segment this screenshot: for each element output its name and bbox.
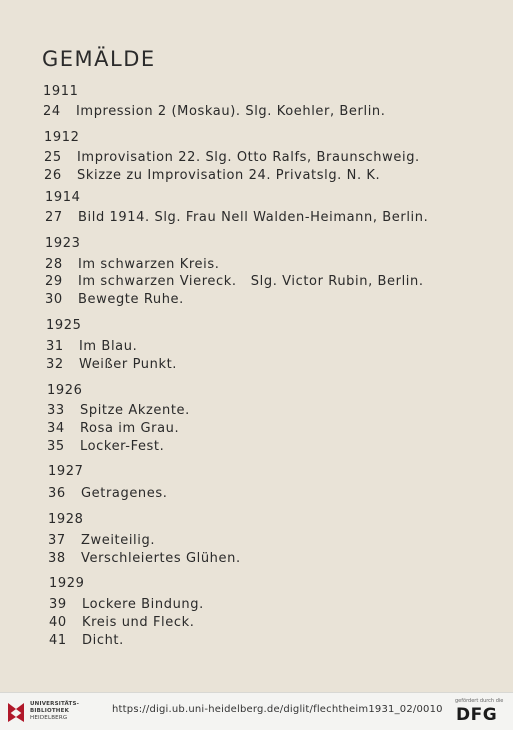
- catalog-entry: [49, 597, 204, 612]
- year-heading: 1923: [45, 236, 81, 251]
- entry-text: Lockere Bindung.: [82, 597, 204, 612]
- entry-text: Im schwarzen Viereck. Slg. Victor Rubin, Berlin.: [78, 274, 424, 289]
- catalog-entry: [46, 357, 177, 372]
- university-seal-icon: [6, 701, 26, 723]
- year-heading: 1912: [44, 130, 80, 145]
- year-heading: 1914: [45, 190, 81, 205]
- entry-number: 31: [46, 339, 64, 354]
- entry-number: 32: [46, 357, 64, 372]
- permalink-url[interactable]: https://digi.ub.uni-heidelberg.de/diglit/flechtheim1931_02/0010: [112, 704, 443, 715]
- entry-text: Kreis und Fleck.: [82, 615, 195, 630]
- entry-text: Impression 2 (Moskau). Slg. Koehler, Berlin.: [76, 104, 386, 119]
- entry-text: Rosa im Grau.: [80, 421, 180, 436]
- entry-number: 28: [45, 257, 63, 272]
- catalog-entry: [45, 257, 219, 272]
- year-heading: 1928: [48, 512, 84, 527]
- entry-text: Im Blau.: [79, 339, 138, 354]
- entry-text: Verschleiertes Glühen.: [81, 551, 241, 566]
- entry-text: Spitze Akzente.: [80, 403, 190, 418]
- institution-line: BIBLIOTHEK: [30, 708, 70, 714]
- catalog-entry: [45, 210, 428, 225]
- entry-number: 39: [49, 597, 67, 612]
- entry-text: Locker-Fest.: [80, 439, 165, 454]
- viewer-footer: [0, 692, 513, 730]
- catalog-entry: [48, 533, 155, 548]
- entry-text: Bild 1914. Slg. Frau Nell Walden-Heimann, Berlin.: [78, 210, 429, 225]
- year-heading: 1925: [46, 318, 82, 333]
- catalog-entry: [49, 615, 194, 630]
- year-heading: 1911: [43, 84, 79, 99]
- entry-number: 29: [45, 274, 63, 289]
- year-heading: 1926: [47, 383, 83, 398]
- catalog-entry: [43, 104, 385, 119]
- entry-number: 41: [49, 633, 67, 648]
- entry-number: 35: [47, 439, 65, 454]
- institution-line: HEIDELBERG: [30, 715, 68, 721]
- entry-text: Skizze zu Improvisation 24. Privatslg. N. K.: [77, 168, 381, 183]
- entry-text: Improvisation 22. Slg. Otto Ralfs, Braunschweig.: [77, 150, 420, 165]
- institution-name: [30, 701, 79, 722]
- entry-text: Dicht.: [82, 633, 124, 648]
- year-heading: 1929: [49, 576, 85, 591]
- entry-number: 38: [48, 551, 66, 566]
- entry-number: 25: [44, 150, 62, 165]
- institution-line: UNIVERSITÄTS-: [30, 701, 80, 707]
- entry-number: 37: [48, 533, 66, 548]
- catalog-entry: [44, 150, 420, 165]
- catalog-entry: [44, 168, 380, 183]
- catalog-entry: [47, 421, 179, 436]
- dfg-logo: DFG: [456, 705, 498, 725]
- page-title: GEMÄLDE: [42, 47, 156, 71]
- catalog-entry: [47, 403, 190, 418]
- entry-number: 34: [47, 421, 65, 436]
- catalog-entry: [48, 486, 167, 501]
- entry-text: Getragenes.: [81, 486, 168, 501]
- entry-text: Weißer Punkt.: [79, 357, 178, 372]
- catalog-entry: [47, 439, 164, 454]
- catalog-entry: [48, 551, 241, 566]
- dfg-caption: gefördert durch die: [455, 698, 504, 704]
- entry-number: 27: [45, 210, 63, 225]
- entry-number: 24: [43, 104, 61, 119]
- entry-number: 30: [45, 292, 63, 307]
- catalog-entry: [45, 274, 424, 289]
- entry-text: Im schwarzen Kreis.: [78, 257, 220, 272]
- catalog-entry: [45, 292, 184, 307]
- entry-number: 36: [48, 486, 66, 501]
- entry-number: 33: [47, 403, 65, 418]
- entry-text: Zweiteilig.: [81, 533, 156, 548]
- entry-text: Bewegte Ruhe.: [78, 292, 184, 307]
- year-heading: 1927: [48, 464, 84, 479]
- catalog-entry: [49, 633, 124, 648]
- entry-number: 26: [44, 168, 62, 183]
- catalog-entry: [46, 339, 137, 354]
- entry-number: 40: [49, 615, 67, 630]
